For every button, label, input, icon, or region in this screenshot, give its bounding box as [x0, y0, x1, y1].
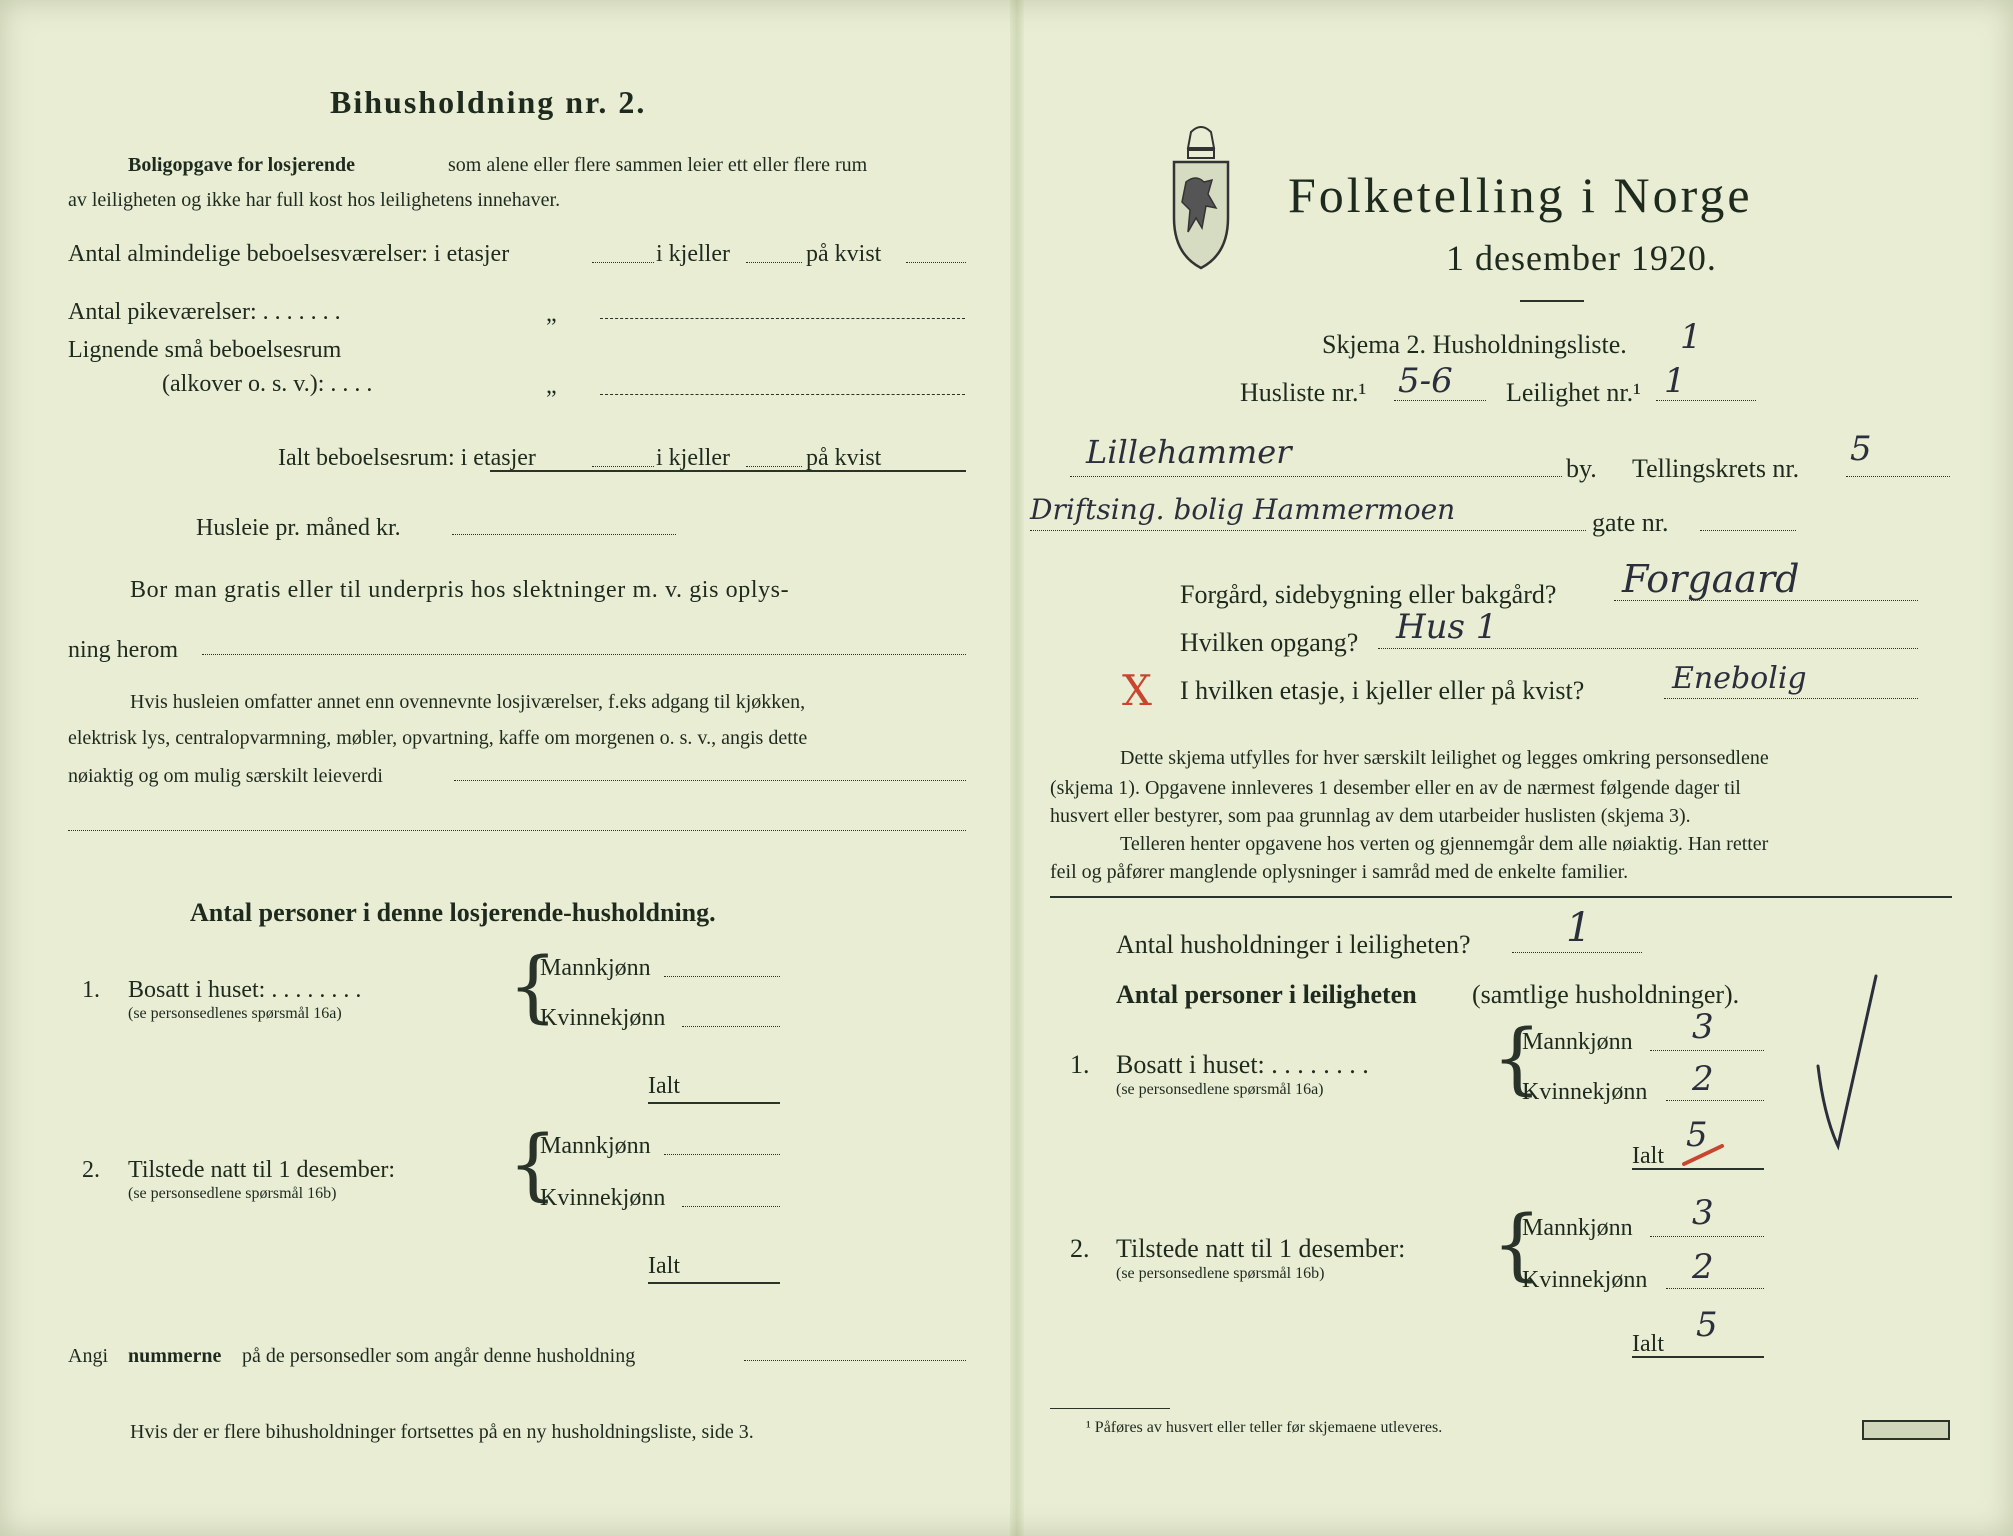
red-correction-mark-icon: [1678, 1140, 1728, 1170]
right-q2-kvinne-value: 2: [1692, 1247, 1714, 1287]
right-persons-heading: Antal personer i leiligheten: [1116, 980, 1417, 1009]
left-q1-number: 1.: [82, 977, 100, 1003]
right-q2-kvinne-field[interactable]: [1666, 1288, 1764, 1289]
intro-line2: av leiligheten og ikke har full kost hos leilighetens innehaver.: [68, 189, 561, 211]
rooms-kjeller-label: i kjeller: [656, 241, 730, 267]
gate-label: gate nr.: [1592, 508, 1669, 537]
total-rooms-underline: [490, 470, 966, 472]
right-q2-ialt-value: 5: [1696, 1305, 1718, 1345]
rooms-kvist-label: på kvist: [806, 241, 882, 267]
title-rule: [1520, 300, 1584, 302]
census-date: 1 desember 1920.: [1446, 238, 1717, 278]
street-field[interactable]: [1030, 530, 1586, 531]
right-q1-mann-label: Mannkjønn: [1522, 1029, 1633, 1055]
left-q1-ialt-label: Ialt: [648, 1073, 680, 1099]
skjema-label: Skjema 2. Husholdningsliste.: [1322, 330, 1627, 359]
left-footer: Hvis der er flere bihusholdninger fortsettes på en ny husholdningsliste, side 3.: [130, 1421, 754, 1443]
includes-extra-line[interactable]: [68, 830, 966, 831]
right-q2-sub: (se personsedlene spørsmål 16b): [1116, 1265, 1325, 1282]
pike-label: Antal pikeværelser: . . . . . . .: [68, 299, 341, 325]
instructions-line-4: Telleren henter opgavene hos verten og gjennemgår dem alle nøiaktig. Han retter: [1120, 833, 1769, 855]
instructions-line-2: (skjema 1). Opgavene innleveres 1 desember eller en av de nærmest følgende dager til: [1050, 777, 1741, 799]
left-q1-mann-field[interactable]: [664, 976, 780, 977]
left-q2-sub: (se personsedlene spørsmål 16b): [128, 1185, 337, 1202]
forgaard-label: Forgård, sidebygning eller bakgård?: [1180, 580, 1557, 609]
right-q1-number: 1.: [1070, 1050, 1090, 1079]
left-q2-brace: {: [508, 1120, 558, 1210]
opgang-value: Hus 1: [1396, 607, 1498, 647]
printer-stamp: [1862, 1420, 1950, 1440]
numbers-pre: Angi: [68, 1345, 108, 1367]
leilighet-value: 1: [1664, 361, 1686, 401]
rent-field[interactable]: [452, 534, 676, 535]
husliste-value: 5-6: [1398, 361, 1453, 401]
includes-line-1: Hvis husleien omfatter annet enn ovennevnte losjiværelser, f.eks adgang til kjøkken,: [130, 691, 806, 713]
footnote: ¹ Påføres av husvert eller teller før skjemaene utleveres.: [1086, 1419, 1443, 1436]
opgang-label: Hvilken opgang?: [1180, 628, 1359, 657]
left-persons-heading: Antal personer i denne losjerende-husholdning.: [190, 898, 716, 927]
left-q1-brace: {: [508, 942, 558, 1032]
krets-label: Tellingskrets nr.: [1632, 454, 1800, 483]
intro-bold: Boligopgave for losjerende: [128, 154, 356, 176]
instructions-line-5: feil og påfører manglende oplysninger i samråd med de enkelte familier.: [1050, 861, 1629, 883]
husliste-label: Husliste nr.¹: [1240, 378, 1367, 407]
right-q1-kvinne-value: 2: [1692, 1059, 1714, 1099]
skjema-value: 1: [1680, 317, 1702, 357]
right-q1-brace: {: [1492, 1014, 1542, 1104]
etasje-field[interactable]: [1664, 698, 1918, 699]
total-kjeller-label: i kjeller: [656, 445, 730, 471]
right-q2-ialt-field[interactable]: [1632, 1356, 1764, 1358]
pike-ditto: „: [546, 301, 557, 327]
right-q2-ialt-label: Ialt: [1632, 1331, 1664, 1357]
total-rooms-label: Ialt beboelsesrum: i etasjer: [278, 445, 536, 471]
free-label-1: Bor man gratis eller til underpris hos slektninger m. v. gis oplys-: [130, 577, 790, 603]
intro-rest: som alene eller flere sammen leier ett eller flere rum: [448, 154, 868, 176]
city-field[interactable]: [1070, 476, 1562, 477]
right-q1-kvinne-label: Kvinnekjønn: [1522, 1079, 1648, 1105]
forgaard-value: Forgaard: [1622, 557, 1800, 601]
right-persons-heading-rest: (samtlige husholdninger).: [1472, 980, 1740, 1009]
total-etasjer-field[interactable]: [592, 466, 654, 467]
by-label: by.: [1566, 454, 1597, 483]
coat-of-arms-icon: [1166, 122, 1236, 272]
red-x-mark: X: [1122, 666, 1152, 715]
street-value: Driftsing. bolig Hammermoen: [1030, 493, 1456, 526]
left-q1-kvinne-field[interactable]: [682, 1026, 780, 1027]
right-q2-brace: {: [1492, 1200, 1542, 1290]
total-kjeller-field[interactable]: [746, 466, 802, 467]
instructions-line-3: husvert eller bestyrer, som paa grunnlag av dem utarbeider huslisten (skjema 3).: [1050, 805, 1691, 827]
includes-field[interactable]: [454, 780, 966, 781]
small-rooms-label-2: (alkover o. s. v.): . . . .: [162, 371, 373, 397]
krets-field[interactable]: [1846, 476, 1950, 477]
section-divider: [1050, 896, 1952, 898]
numbers-bold: nummerne: [128, 1345, 222, 1367]
includes-line-3: nøiaktig og om mulig særskilt leieverdi: [68, 765, 383, 787]
right-q1-ialt-label: Ialt: [1632, 1143, 1664, 1169]
left-q2-ialt-field[interactable]: [648, 1282, 780, 1284]
small-rooms-ditto: „: [546, 373, 557, 399]
rooms-etasjer-field[interactable]: [592, 262, 654, 263]
right-title: Folketelling i Norge: [1288, 167, 1753, 223]
left-q1-ialt-field[interactable]: [648, 1102, 780, 1104]
rent-label: Husleie pr. måned kr.: [196, 515, 401, 541]
left-q2-ialt-label: Ialt: [648, 1253, 680, 1279]
gate-field[interactable]: [1700, 530, 1796, 531]
left-title: Bihusholdning nr. 2.: [330, 84, 647, 120]
right-q2-kvinne-label: Kvinnekjønn: [1522, 1267, 1648, 1293]
small-rooms-field[interactable]: [600, 394, 965, 395]
right-q1-sub: (se personsedlene spørsmål 16a): [1116, 1081, 1324, 1098]
numbers-field[interactable]: [744, 1360, 966, 1361]
checkmark-icon: [1800, 966, 1880, 1166]
right-q2-mann-value: 3: [1692, 1193, 1714, 1233]
left-q1-label: Bosatt i huset: . . . . . . . .: [128, 977, 362, 1003]
right-q1-label: Bosatt i huset: . . . . . . . .: [1116, 1050, 1369, 1079]
right-q2-label: Tilstede natt til 1 desember:: [1116, 1234, 1406, 1263]
rooms-label: Antal almindelige beboelsesværelser: i etasjer: [68, 241, 510, 267]
pike-field[interactable]: [600, 318, 965, 319]
left-q2-kvinne-field[interactable]: [682, 1206, 780, 1207]
krets-value: 5: [1850, 429, 1872, 469]
right-q2-mann-field[interactable]: [1650, 1236, 1764, 1237]
city-value: Lillehammer: [1086, 433, 1292, 471]
right-q1-mann-field[interactable]: [1650, 1050, 1764, 1051]
right-q1-ialt-value: 5: [1686, 1115, 1708, 1155]
left-q1-sub: (se personsedlenes spørsmål 16a): [128, 1005, 342, 1022]
households-label: Antal husholdninger i leiligheten?: [1116, 930, 1471, 959]
left-q2-kvinne-label: Kvinnekjønn: [540, 1185, 666, 1211]
households-field[interactable]: [1512, 952, 1642, 953]
total-kvist-label: på kvist: [806, 445, 882, 471]
left-q2-label: Tilstede natt til 1 desember:: [128, 1157, 396, 1183]
footnote-rule: [1050, 1408, 1170, 1409]
left-q1-mann-label: Mannkjønn: [540, 955, 651, 981]
rooms-kvist-field[interactable]: [906, 262, 966, 263]
left-q2-mann-label: Mannkjønn: [540, 1133, 651, 1159]
leilighet-label: Leilighet nr.¹: [1506, 378, 1641, 407]
left-q2-mann-field[interactable]: [664, 1154, 780, 1155]
instructions-line-1: Dette skjema utfylles for hver særskilt leilighet og legges omkring personsedlene: [1120, 747, 1769, 769]
right-q2-mann-label: Mannkjønn: [1522, 1215, 1633, 1241]
numbers-rest: på de personsedler som angår denne husholdning: [242, 1345, 636, 1367]
rooms-kjeller-field[interactable]: [746, 262, 802, 263]
left-q2-number: 2.: [82, 1157, 100, 1183]
etasje-value: Enebolig: [1672, 661, 1807, 696]
right-q1-kvinne-field[interactable]: [1666, 1100, 1764, 1101]
includes-line-2: elektrisk lys, centralopvarmning, møbler, opvartning, kaffe om morgenen o. s. v., angis dette: [68, 727, 808, 749]
opgang-field[interactable]: [1378, 648, 1918, 649]
free-label-2: ning herom: [68, 637, 178, 663]
small-rooms-label-1: Lignende små beboelsesrum: [68, 337, 342, 363]
right-q1-mann-value: 3: [1692, 1007, 1714, 1047]
etasje-label: I hvilken etasje, i kjeller eller på kvist?: [1180, 676, 1585, 705]
free-field[interactable]: [202, 654, 966, 655]
left-q1-kvinne-label: Kvinnekjønn: [540, 1005, 666, 1031]
right-q2-number: 2.: [1070, 1234, 1090, 1263]
page-fold: [1010, 0, 1024, 1536]
households-value: 1: [1566, 905, 1592, 951]
